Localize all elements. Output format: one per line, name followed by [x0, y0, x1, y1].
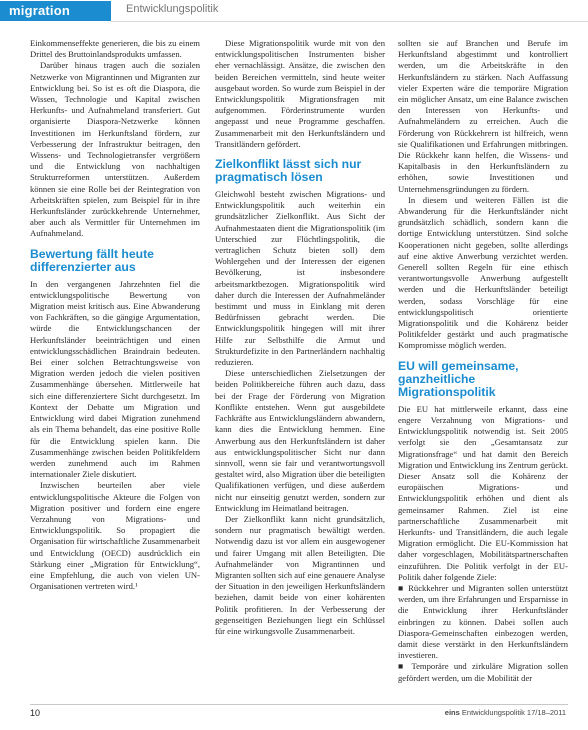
- bullet-item: ■ Temporäre und zirkuläre Migration sollen gefördert werden, um die Mobilität der: [398, 661, 568, 683]
- paragraph: Inzwischen beurteilen aber viele entwicklungspolitische Akteure die Folgen von Migration positiver und fordern eine engere Verzahnung von Migrations- und Entwicklungspolitik. So propagiert die Organisation für wirtschaftliche Zusammenarbeit und Entwicklung (OECD) ausdrücklich ein Stärkung einer „Migration für Entwicklung“, eine Empfehlung, die auch von vielen UN-Organisationen vertreten wird.¹: [30, 480, 200, 592]
- paragraph: sollten sie auf Branchen und Berufe im Herkunftsland abgestimmt und kontrolliert werden, um die Arbeitskräfte in den Herkunftsländern zu stärken. Nach Auffassung vieler Experten wäre die temporäre Migration ein möglicher Ansatz, um eine Balance zwischen den Interessen von Herkunfts- und Aufnahmeländern zu erreichen. Auch die Förderung von Rückkehrern ist hilfreich, wenn sie Qualifikationen und Erfahrungen mitbringen. Die Rückkehr kann helfen, die Wissens- und Kapitalbasis in den Herkunftsländern zu erhöhen, sowie Investitionen und Unternehmensgründungen zu fördern.: [398, 38, 568, 194]
- magazine-issue: Entwicklungspolitik 17/18–2011: [459, 708, 566, 717]
- paragraph: Gleichwohl besteht zwischen Migrations- und Entwicklungspolitik auch weiterhin ein grundsätzlicher Zielkonflikt. Aus Sicht der Aufnahmestaaten dient die Migrationspolitik (im Unterschied zur Flüchtlingspolitik, die vertraglichen Schutz bieten soll) dem Wohlergehen und der Interessen der eigenen Bevölkerung, ist insbesondere arbeitsmarktbezogen. Migrationspolitik wird daher durch die Interessen der Aufnahmeländer bestimmt und muss in Einklang mit deren Bedürfnissen gebracht werden. Die Entwicklungspolitik hingegen will mit ihrer Hilfe zur Selbsthilfe die Armut und Strukturdefizite in den Partnerländern nachhaltig reduzieren.: [215, 189, 385, 368]
- column-1: [30, 38, 200, 592]
- column-2: [215, 38, 385, 637]
- column-3: [398, 38, 568, 684]
- paragraph: Darüber hinaus tragen auch die sozialen Netzwerke von Migrantinnen und Migranten zur Entwicklung bei. So ist es oft die Diaspora, die Wissen, Technologie und Kapital zwischen Herkunfts- und Aufnahmeland transferiert. Gut organisierte Diaspora-Netzwerke können Investitionen im Herkunftsland fördern, zur Verbesserung der Infrastruktur beitragen, den Wissens- und Technologietransfer vergrößern und die Entwicklung von nachhaltigen Strukturreformen unterstützen. Außerdem können sie eine Rolle bei der Reintegration von Arbeitskräften spielen, zum Beispiel für in ihre Herkunftsländer zurückkehrende Unternehmer, aber auch als Vermittler für Unternehmen im Aufnahmeland.: [30, 60, 200, 239]
- magazine-brand: eins: [444, 708, 460, 717]
- paragraph: In den vergangenen Jahrzehnten fiel die entwicklungspolitische Bewertung von Migration meist kritisch aus. Eine Abwanderung von Fachkräften, so die gängige Argumentation, würde die Entwicklungschancen der Herkunftsländer beeinträchtigen und einen entwicklungsschädlichen Braindrain bedeuten. Bei einer solchen Betrachtungsweise von Migration werden jedoch die vielen positiven Zusammenhänge übersehen. Mittlerweile hat sich eine differenziertere Sicht durchgesetzt. Im Kontext der Debatte um Migration und Entwicklung wird dabei Migration zunehmend als ein Thema behandelt, das eine positive Rolle für die Entwicklung spielen kann. Die Zusammenhänge zwischen beiden Politikfeldern werden zunehmend auch im Rahmen internationaler Ziele diskutiert.: [30, 278, 200, 480]
- page-number: 10: [30, 708, 41, 718]
- magazine-credit: [445, 708, 566, 717]
- paragraph: Der Zielkonflikt kann nicht grundsätzlich, sondern nur pragmatisch bewältigt werden. Notwendig dazu ist vor allem ein ausgewogener und fairer Umgang mit allen Beteiligten. Die Aufnahmeländer von Migrantinnen und Migranten sollten sich auf eine genauere Analyse der Situation in den jeweiligen Herkunftsländern beziehen, damit beide von einer kohärenten Politik profitieren. In der Verbesserung der gegenseitigen Beziehungen liegt ein Schlüssel für eine wirkungsvolle Zusammenarbeit.: [215, 513, 385, 636]
- subheading: Bewertung fällt heute differenzierter aus: [30, 246, 154, 274]
- subheading: Zielkonflikt lässt sich nur pragmatisch lösen: [215, 157, 362, 185]
- subheading: EU will gemeinsame, ganzheitliche Migrationspolitik: [398, 358, 519, 399]
- page-header: [0, 0, 588, 22]
- footer-rule: [30, 704, 568, 705]
- paragraph: Einkommenseffekte generieren, die bis zu einem Drittel des Bruttoinlandsprodukts umfassen.: [30, 38, 200, 60]
- header-rule: [111, 21, 588, 22]
- page-footer: [0, 700, 588, 730]
- bullet-item: ■ Rückkehrer und Migranten sollen unterstützt werden, um ihre Erfahrungen und Ersparnisse in die Entwicklung ihrer Herkunftsländer einbringen zu können. Dabei sollen auch Diaspora-Gemeinschaften einbezogen werden, damit diese verstärkt in den Herkunftsländern investieren.: [398, 582, 568, 661]
- paragraph: Diese unterschiedlichen Zielsetzungen der beiden Politikbereiche führen auch dazu, dass bei der Frage der Förderung von Migration Konflikte entstehen. Wenn gut ausgebildete Fachkräfte aus Entwicklungsländern abwandern, kann dies die Entwicklung hemmen. Eine Anwerbung aus den Herkunftsländern ist daher aus entwicklungspolitischer Sicht nur dann sinnvoll, wenn sie fair und verantwortungsvoll gestaltet wird, also Migration über die beteiligten Qualifikationen verfügen, und diese außerdem nicht nur einseitig genutzt werden, sondern zur Entwicklung im Heimatland beitragen.: [215, 368, 385, 513]
- paragraph: Die EU hat mittlerweile erkannt, dass eine engere Verzahnung von Migrations- und Entwicklungspolitik notwendig ist. Seit 2005 verfolgt sie den „Gesamtansatz zur Migrationsfrage“ und hat damit den Bereich Migration und Entwicklung ins Zentrum gerückt. Dieser Ansatz soll die Kohärenz der europäischen Migrations- und Entwicklungspolitik erhöhen und dient als gemeinsamer Rahmen. Ziel ist eine partnerschaftliche Zusammenarbeit mit Herkunfts- und Transitländern, die auch legale Migration ermöglicht. Die EU-Kommission hat daher vorgeschlagen, Mobilitätspartnerschaften einzuführen. Die Politik verfolgt in der EU-Politik daher folgende Ziele:: [398, 403, 568, 582]
- category-tag: migration: [0, 1, 111, 21]
- paragraph: Diese Migrationspolitik wurde mit von den entwicklungspolitischen Instrumenten bisher eher vernachlässigt. Ansätze, die zwischen den beiden Bereichen vermitteln, sind heute weiter ausgebaut worden. So wurde zum Beispiel in der Entwicklungspolitik Migrationsfragen mit aufgenommen. Förderinstrumente wurden angepasst und neue Programme geschaffen. Zusammenarbeit mit den Herkunftsländern und Transitländern gefördert.: [215, 38, 385, 149]
- paragraph: In diesem und weiteren Fällen ist die Abwanderung für die Herkunftsländer nicht grundsätzlich schädlich, sondern kann die dortige Entwicklung unterstützen. Sind solche Kooperationen nicht gegeben, sollte allerdings auf eine aktive Anwerbung verzichtet werden. Generell sollten Regeln für eine ethisch verantwortungsvolle Anwerbung aufgestellt werden und die Herkunftsländer beteiligt werden, sodass Vorschläge für eine entwicklungspolitisch orientierte Migrationspolitik und die Kohärenz beider Politikfelder gestärkt und auch pragmatische Kompromisse möglich werden.: [398, 194, 568, 351]
- section-title: Entwicklungspolitik: [126, 3, 219, 15]
